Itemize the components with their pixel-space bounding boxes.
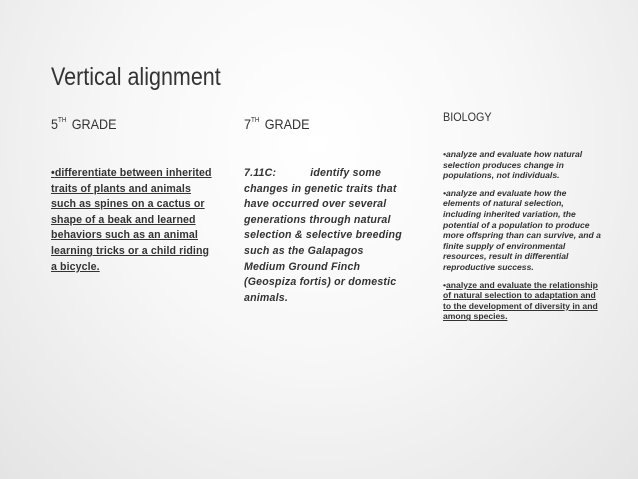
list-item-text: analyze and evaluate how natural selection produces change in populations, not individuals. bbox=[443, 149, 583, 181]
slide-title: Vertical alignment bbox=[51, 63, 221, 91]
column-7th-grade bbox=[244, 112, 404, 306]
biology-standards-list bbox=[443, 149, 603, 322]
standard-code: 7.11C: bbox=[244, 167, 277, 179]
bullet: • bbox=[443, 279, 447, 290]
standard-text-7th-grade bbox=[244, 166, 404, 306]
standard-body: identify some changes in genetic traits that have occurred over several generations through natural selection & selective breeding such as the Galapagos Medium Ground Finch (Geospiza fortis) or domestic animals. bbox=[244, 167, 402, 304]
list-item bbox=[443, 188, 603, 273]
list-item-text: analyze and evaluate how the elements of natural selection, including inherited variation, the potential of a population to produce more offspring than can survive, and a finite supply of environmental resources, result in differential reproductive success. bbox=[443, 187, 601, 272]
heading-label: GRADE bbox=[71, 116, 117, 132]
heading-ordinal: TH bbox=[58, 117, 67, 124]
column-heading-5th-grade bbox=[51, 112, 200, 136]
list-item bbox=[443, 149, 603, 181]
heading-ordinal: TH bbox=[251, 117, 260, 124]
list-item-text: analyze and evaluate the relationship of natural selection to adaptation and to the development of diversity in and among species. bbox=[443, 279, 598, 322]
column-5th-grade bbox=[51, 112, 216, 275]
bullet: • bbox=[443, 187, 447, 198]
bullet: • bbox=[51, 167, 55, 179]
bullet: • bbox=[443, 149, 447, 159]
standard-text-5th-grade bbox=[51, 166, 216, 275]
standard-body: differentiate between inherited traits of plants and animals such as spines on a cactus or shape of a beak and learned behaviors such as an animal learning tricks or a child riding a bicycle. bbox=[51, 167, 212, 273]
heading-label: GRADE bbox=[264, 116, 310, 132]
heading-number: 5 bbox=[51, 116, 59, 132]
list-item bbox=[443, 280, 603, 322]
column-heading-biology: BIOLOGY bbox=[443, 110, 492, 124]
column-biology bbox=[443, 112, 603, 329]
heading-number: 7 bbox=[244, 116, 252, 132]
column-heading-7th-grade bbox=[244, 112, 388, 136]
